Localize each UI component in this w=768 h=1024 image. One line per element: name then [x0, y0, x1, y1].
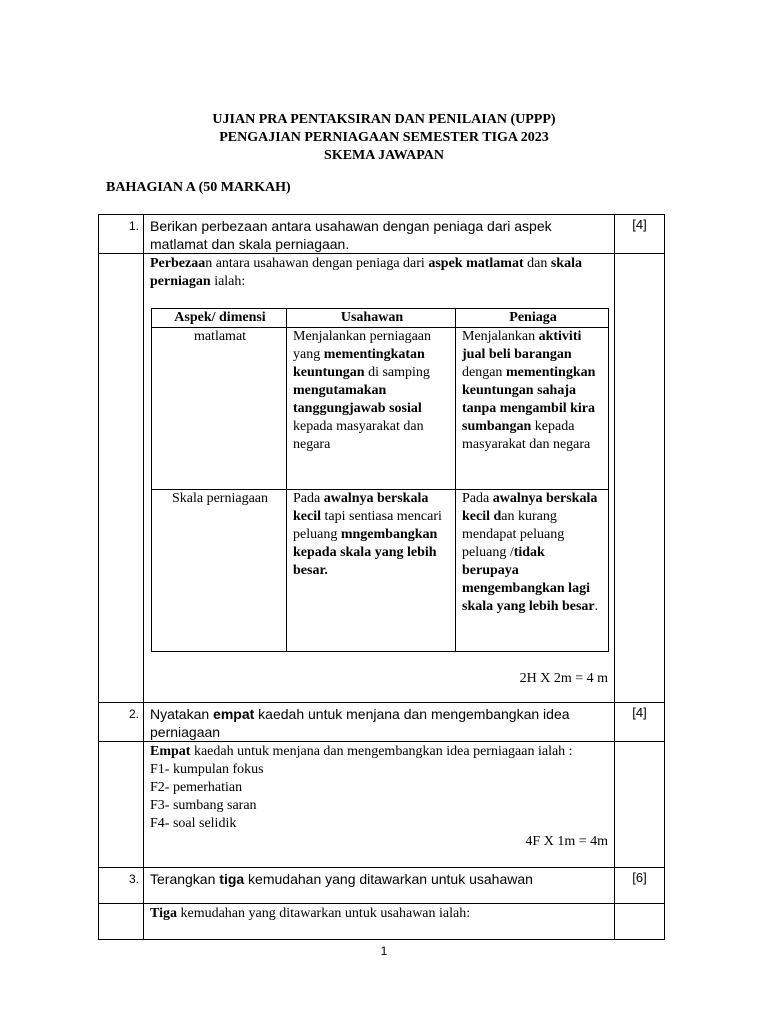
page-number: 1 — [380, 944, 388, 958]
comparison-row-skala — [152, 490, 609, 652]
section-heading: BAHAGIAN A (50 MARKAH) — [106, 180, 291, 195]
exam-subject: PENGAJIAN PERNIAGAAN SEMESTER TIGA 2023 — [219, 130, 549, 145]
answer-cell: Tiga kemudahan yang ditawarkan untuk usahawan ialah: — [144, 904, 615, 940]
answer-intro: Empat kaedah untuk menjana dan mengembangkan idea perniagaan ialah : — [150, 744, 573, 759]
question-row-1 — [99, 215, 665, 254]
marks-formula: 2H X 2m = 4 m — [519, 671, 608, 686]
question-number: 3. — [99, 868, 144, 904]
peniaga-cell: Menjalankan aktiviti jual beli barangan dengan mementingkan keuntungan sahaja tanpa mengambil kira sumbangan kepada masyarakat dan negara — [456, 328, 609, 490]
answer-cell — [144, 742, 615, 868]
comparison-table — [151, 308, 609, 652]
answer-intro: Perbezaan antara usahawan dengan peniaga dari aspek matlamat dan skala perniagan ialah: — [150, 256, 582, 289]
question-marks: [4] — [615, 703, 665, 742]
answer-row-1 — [99, 254, 665, 703]
answer-item: F2- pemerhatian — [150, 780, 243, 795]
question-marks: [4] — [615, 215, 665, 254]
column-header: Aspek/ dimensi — [152, 309, 287, 328]
column-header: Usahawan — [287, 309, 456, 328]
answer-item: F3- sumbang saran — [150, 798, 257, 813]
column-header: Peniaga — [456, 309, 609, 328]
answer-row-2 — [99, 742, 665, 868]
aspect-cell: matlamat — [152, 328, 287, 490]
question-text: Terangkan tiga kemudahan yang ditawarkan untuk usahawan — [144, 868, 615, 904]
question-row-3 — [99, 868, 665, 904]
usahawan-cell: Pada awalnya berskala kecil tapi sentiasa mencari peluang mngembangkan kepada skala yang lebih besar. — [287, 490, 456, 652]
question-marks: [6] — [615, 868, 665, 904]
peniaga-cell: Pada awalnya berskala kecil dan kurang mendapat peluang peluang /tidak berupaya mengembangkan lagi skala yang lebih besar. — [456, 490, 609, 652]
aspect-cell: Skala perniagaan — [152, 490, 287, 652]
comparison-row-matlamat — [152, 328, 609, 490]
exam-title: UJIAN PRA PENTAKSIRAN DAN PENILAIAN (UPPP) — [212, 112, 556, 127]
question-text: Berikan perbezaan antara usahawan dengan peniaga dari aspek matlamat dan skala perniagaan. — [144, 215, 615, 254]
answer-cell — [144, 254, 615, 703]
answer-row-3 — [99, 904, 665, 940]
question-row-2 — [99, 703, 665, 742]
question-number: 1. — [99, 215, 144, 254]
answer-scheme-table — [98, 214, 665, 940]
comparison-header-row — [152, 309, 609, 328]
usahawan-cell: Menjalankan perniagaan yang mementingkatan keuntungan di samping mengutamakan tanggungjawab sosial kepada masyarakat dan negara — [287, 328, 456, 490]
answer-item: F1- kumpulan fokus — [150, 762, 264, 777]
exam-doc-type: SKEMA JAWAPAN — [324, 148, 444, 163]
question-number: 2. — [99, 703, 144, 742]
answer-item: F4- soal selidik — [150, 816, 237, 831]
question-text: Nyatakan empat kaedah untuk menjana dan mengembangkan idea perniagaan — [144, 703, 615, 742]
marks-formula: 4F X 1m = 4m — [525, 834, 608, 849]
